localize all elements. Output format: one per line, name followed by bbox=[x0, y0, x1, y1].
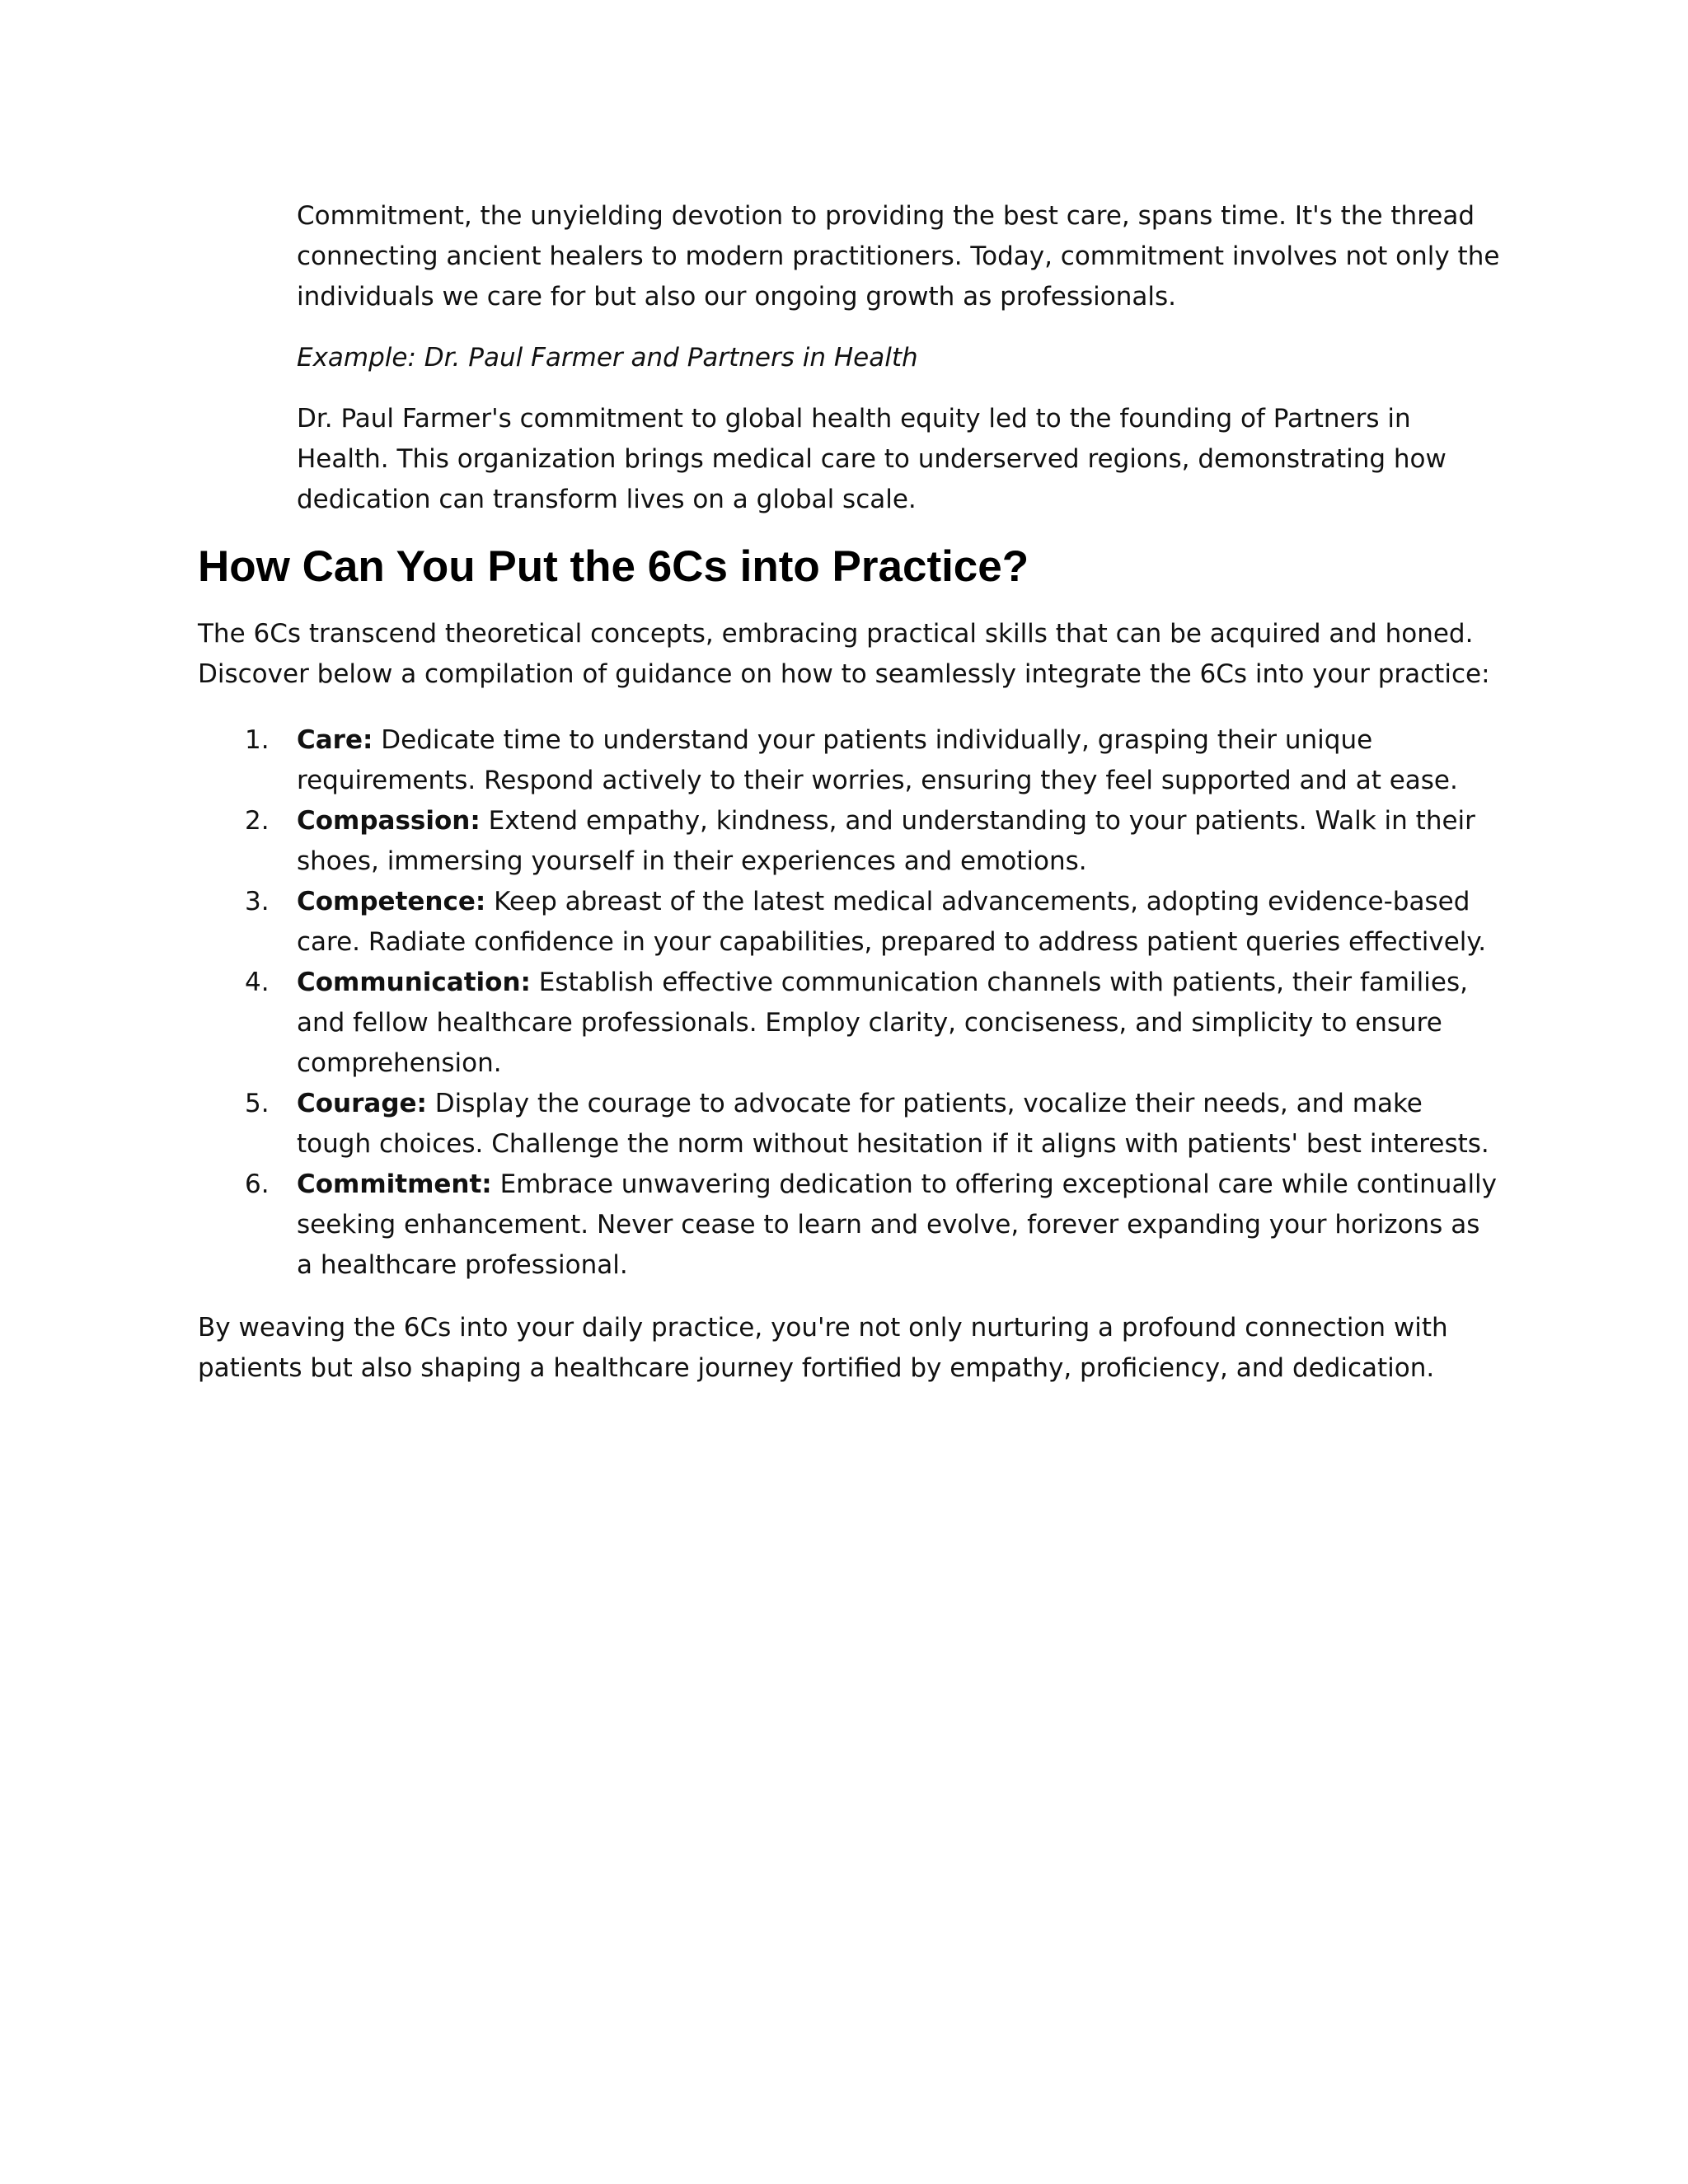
list-item-courage bbox=[198, 1084, 1500, 1165]
list-text: Embrace unwavering dedication to offering exceptional care while continually seeking enhancement. Never cease to learn and evolve, forever expanding your horizons as a healthcare professional. bbox=[297, 1169, 1498, 1280]
list-term: Courage: bbox=[297, 1089, 427, 1118]
page-content bbox=[198, 196, 1500, 1389]
list-number: 2. bbox=[245, 806, 270, 836]
list-term: Competence: bbox=[297, 887, 486, 916]
list-term: Care: bbox=[297, 725, 373, 755]
list-text: Display the courage to advocate for patients, vocalize their needs, and make tough choices. Challenge the norm without hesitation if it aligns with patients' best interests. bbox=[297, 1089, 1489, 1159]
list-number: 5. bbox=[245, 1089, 270, 1118]
commitment-intro-paragraph: Commitment, the unyielding devotion to providing the best care, spans time. It's the thread connecting ancient healers to modern practitioners. Today, commitment involves not only the individuals we care for but also our ongoing growth as professionals. bbox=[297, 201, 1500, 312]
list-text: Keep abreast of the latest medical advancements, adopting evidence-based care. Radiate confidence in your capabilities, prepared to address patient queries effectively. bbox=[297, 887, 1487, 957]
list-item-communication bbox=[198, 963, 1500, 1084]
practice-intro-paragraph: The 6Cs transcend theoretical concepts, embracing practical skills that can be acquired and honed. Discover below a compilation of guidance on how to seamlessly integrate the 6Cs into your practice: bbox=[198, 619, 1490, 689]
list-text: Extend empathy, kindness, and understanding to your patients. Walk in their shoes, immersing yourself in their experiences and emotions. bbox=[297, 806, 1475, 876]
list-item-commitment bbox=[198, 1165, 1500, 1286]
list-number: 1. bbox=[245, 725, 270, 755]
conclusion-paragraph: By weaving the 6Cs into your daily practice, you're not only nurturing a profound connection with patients but also shaping a healthcare journey fortified by empathy, proficiency, and dedication. bbox=[198, 1313, 1448, 1383]
list-item-care bbox=[198, 720, 1500, 801]
list-number: 3. bbox=[245, 887, 270, 916]
list-number: 6. bbox=[245, 1169, 270, 1199]
example-paragraph: Dr. Paul Farmer's commitment to global health equity led to the founding of Partners in Health. This organization brings medical care to underserved regions, demonstrating how dedication can transform lives on a global scale. bbox=[297, 404, 1447, 514]
list-number: 4. bbox=[245, 968, 270, 997]
section-heading: How Can You Put the 6Cs into Practice? bbox=[198, 542, 1029, 591]
list-item-compassion bbox=[198, 801, 1500, 882]
list-text: Establish effective communication channels with patients, their families, and fellow healthcare professionals. Employ clarity, conciseness, and simplicity to ensure comprehension. bbox=[297, 968, 1468, 1078]
list-item-competence bbox=[198, 882, 1500, 963]
list-term: Communication: bbox=[297, 968, 531, 997]
example-title: Example: Dr. Paul Farmer and Partners in Health bbox=[297, 343, 918, 373]
six-cs-list bbox=[198, 720, 1500, 1286]
list-term: Commitment: bbox=[297, 1169, 492, 1199]
list-text: Dedicate time to understand your patients individually, grasping their unique requirements. Respond actively to their worries, ensuring they feel supported and at ease. bbox=[297, 725, 1458, 795]
list-term: Compassion: bbox=[297, 806, 481, 836]
